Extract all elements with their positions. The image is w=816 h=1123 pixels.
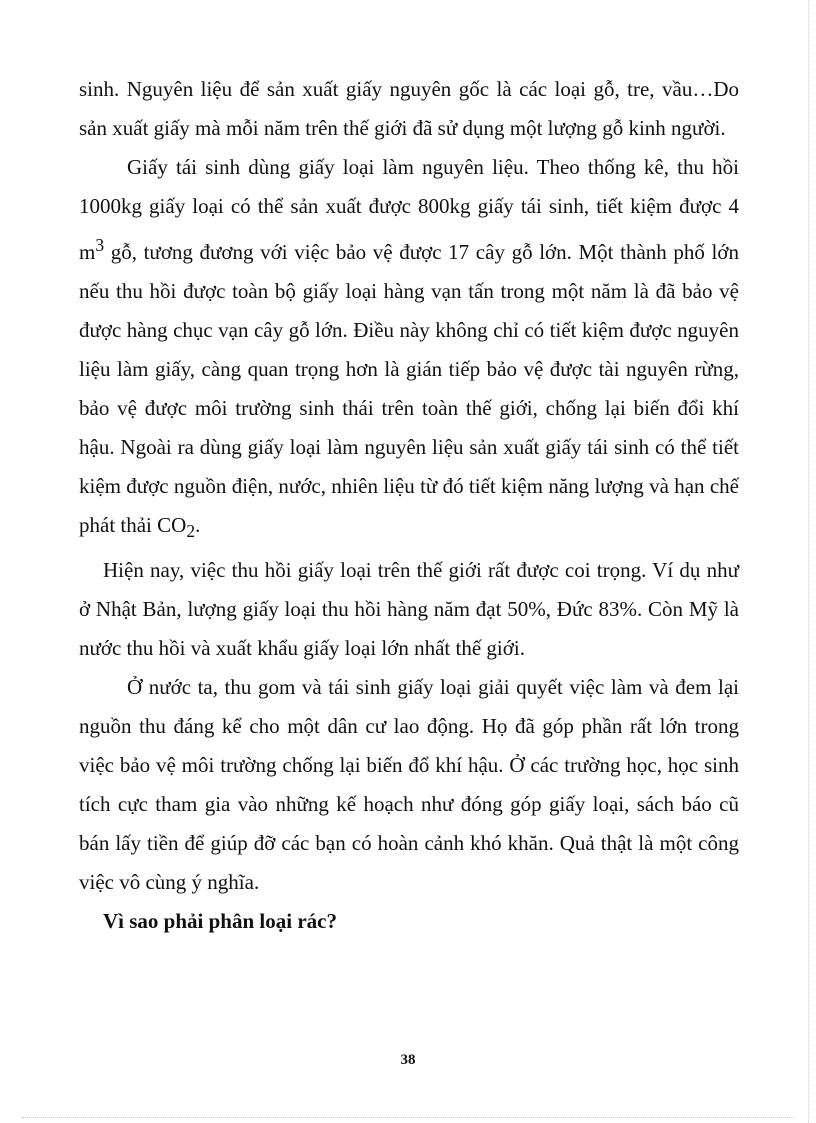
section-heading: Vì sao phải phân loại rác?	[103, 909, 337, 934]
page-number: 38	[400, 1052, 416, 1068]
right-margin-divider	[808, 0, 809, 1123]
paragraph-4: Ở nước ta, thu gom và tái sinh giấy loại giải quyết việc làm và đem lại nguồn thu đáng kể cho một dân cư lao động. Họ đã góp phần rất lớn trong việc bảo vệ môi trường chống lại biến đổ khí hậu. Ở các trường học, học sinh tích cực tham gia vào những kế hoạch như đóng góp giấy loại, sách báo cũ bán lấy tiền để giúp đỡ các bạn có hoàn cảnh khó khăn. Quả thật là một công việc vô cùng ý nghĩa.	[79, 675, 739, 895]
paragraph-3: Hiện nay, việc thu hồi giấy loại trên thế giới rất được coi trọng. Ví dụ như ở Nhật Bản, lượng giấy loại thu hồi hàng năm đạt 50%, Đức 83%. Còn Mỹ là nước thu hồi và xuất khẩu giấy loại lớn nhất thế giới.	[79, 558, 739, 661]
paragraph-1: sinh. Nguyên liệu để sản xuất giấy nguyên gốc là các loại gỗ, tre, vầu…Do sản xuất giấy mà mỗi năm trên thế giới đã sử dụng một lượng gỗ kinh người.	[79, 77, 739, 140]
footer-divider	[22, 1117, 794, 1118]
paragraph-2: Giấy tái sinh dùng giấy loại làm nguyên liệu. Theo thống kê, thu hồi 1000kg giấy loại có thể sản xuất được 800kg giấy tái sinh, tiết kiệm được 4 $m^3$ gỗ, tương đương với việc bảo vệ được 17 cây gỗ lớn. Một thành phố lớn nếu thu hồi được toàn bộ giấy loại hàng vạn tấn trong một năm là đã bảo vệ được hàng chục vạn cây gỗ lớn. Điều này không chỉ có tiết kiệm được nguyên liệu làm giấy, càng quan trọng hơn là gián tiếp bảo vệ được tài nguyên rừng, bảo vệ được môi trường sinh thái trên toàn thế giới, chống lại biến đổi khí hậu. Ngoài ra dùng giấy loại làm nguyên liệu sản xuất giấy tái sinh có thể tiết kiệm được nguồn điện, nước, nhiên liệu từ đó tiết kiệm năng lượng và hạn chế phát thải $CO_2$.	[79, 155, 739, 542]
body-text	[79, 70, 739, 941]
